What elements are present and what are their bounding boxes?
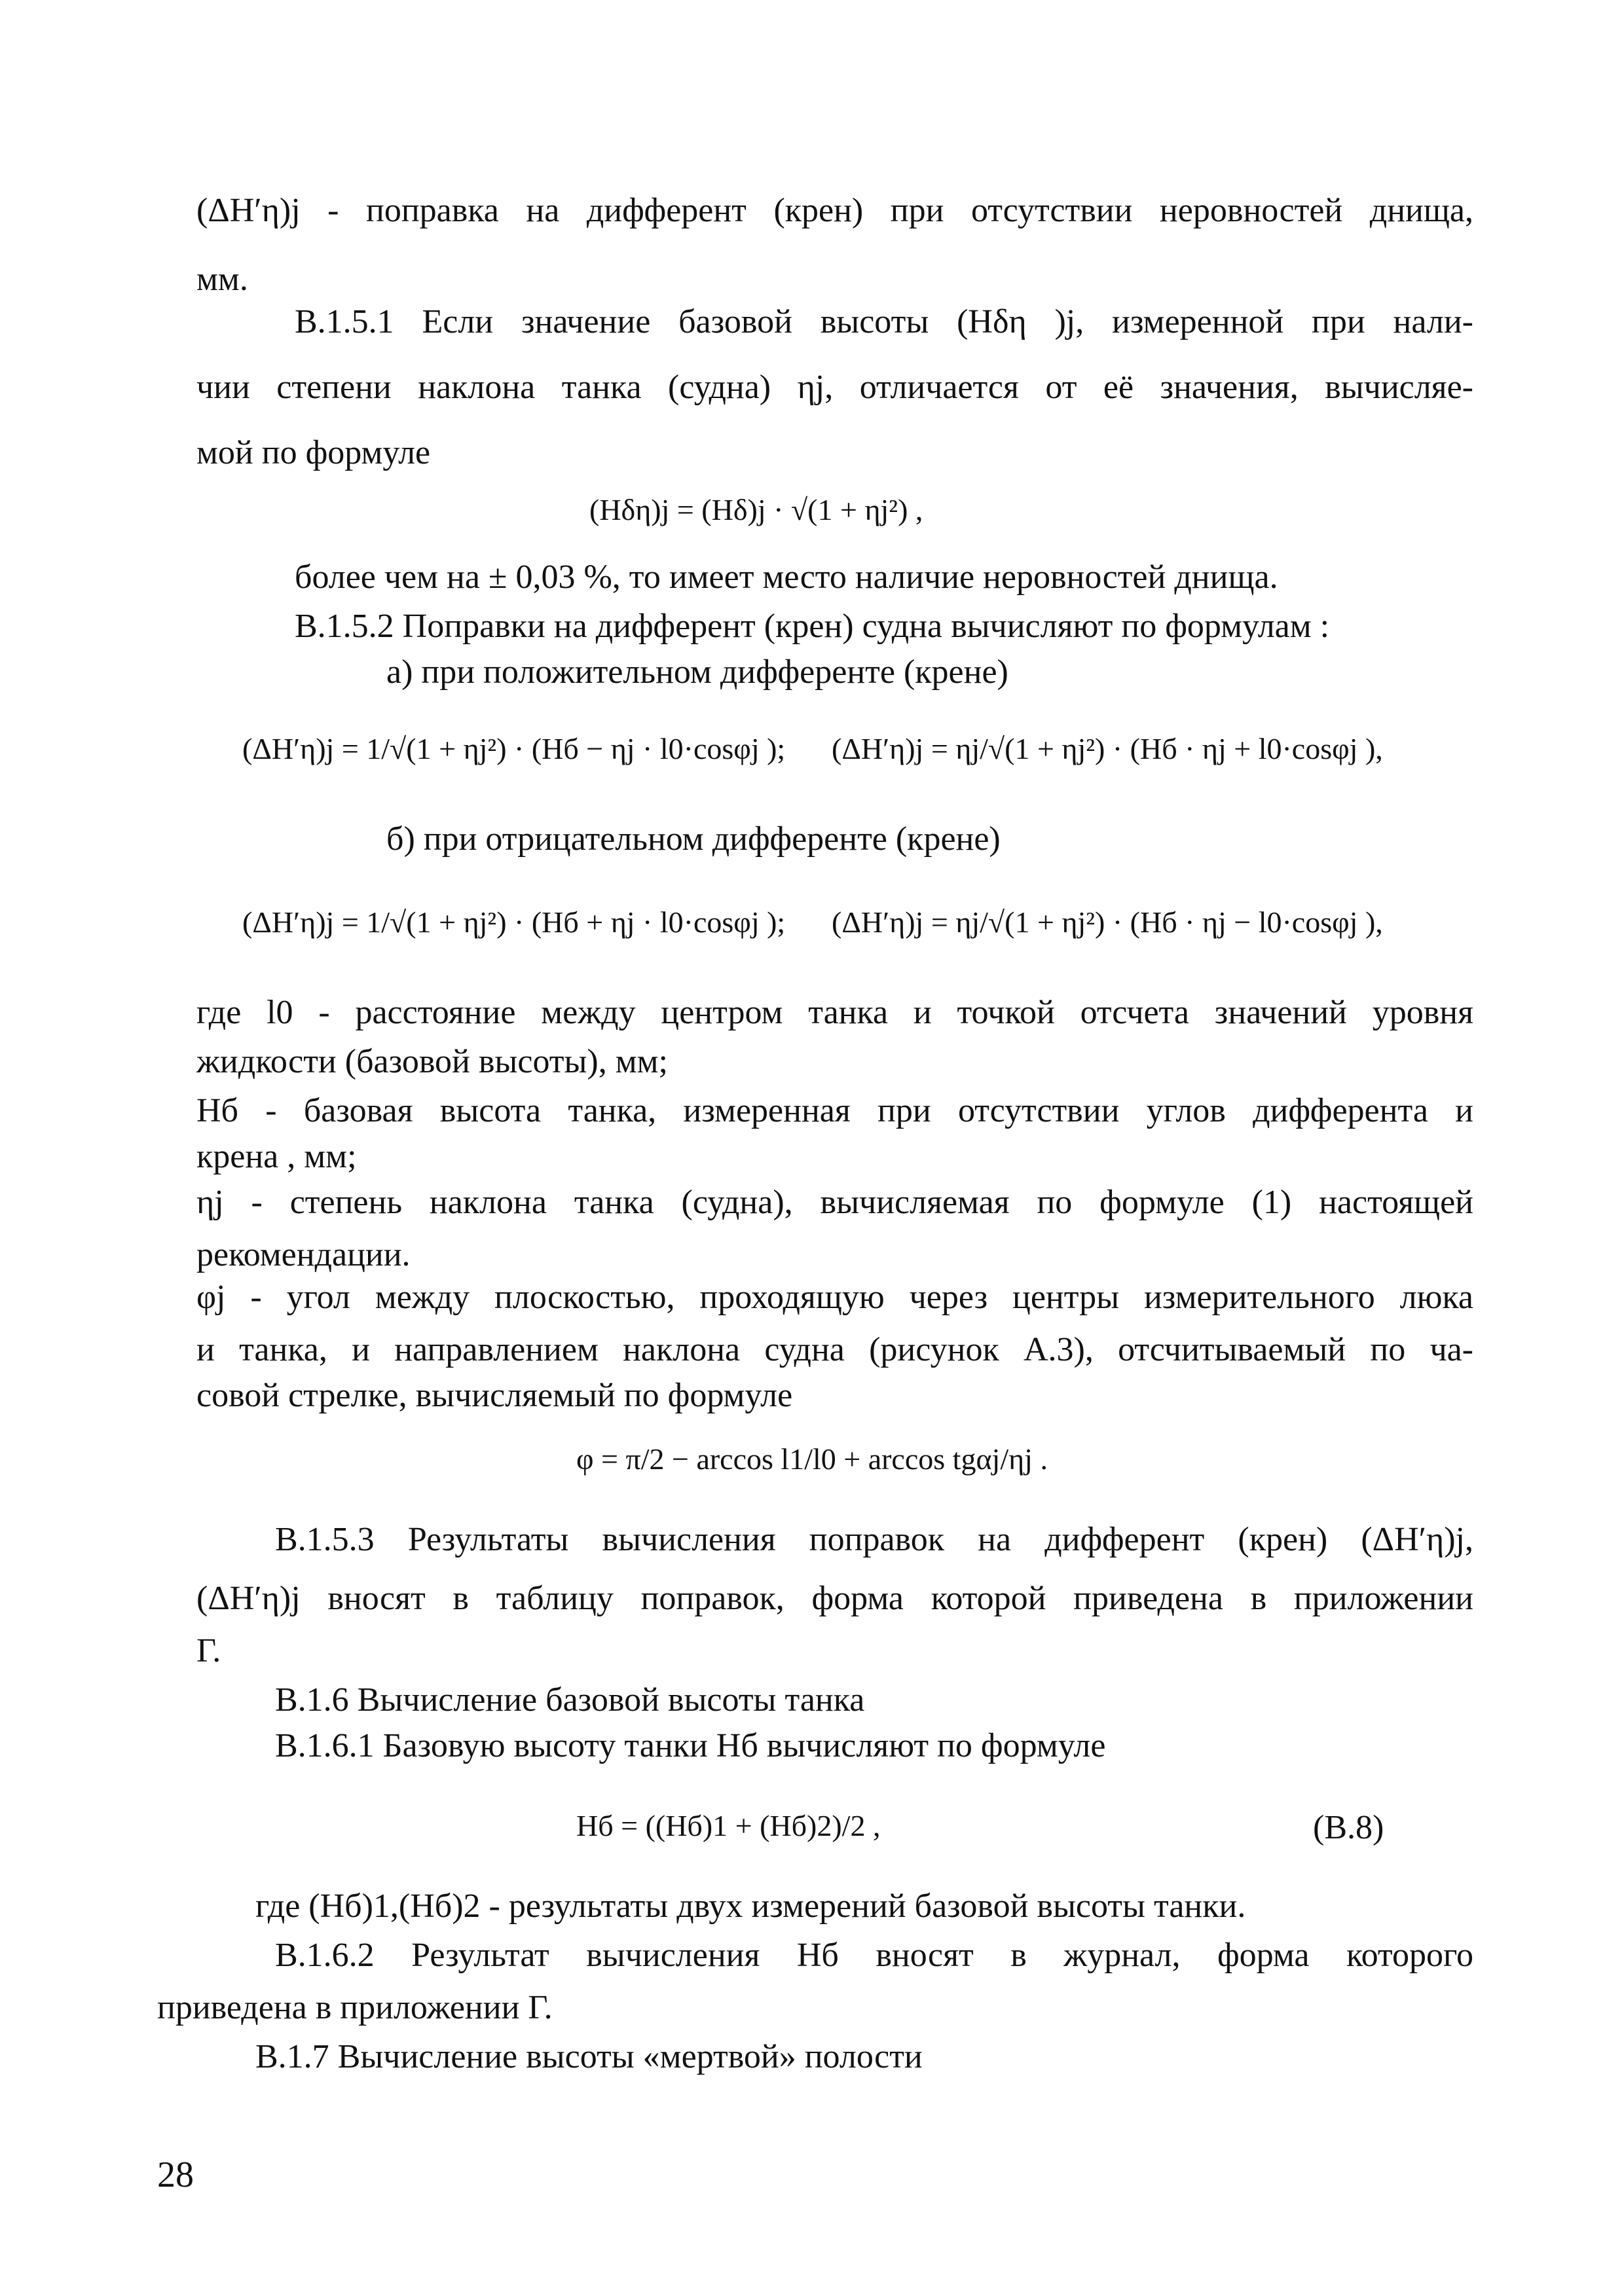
text-line: Нб - базовая высота танка, измеренная при отсутствии углов дифферента и xyxy=(196,1092,1473,1129)
text-line: где l0 - расстояние между центром танка и точкой отсчета значений уровня xyxy=(196,994,1473,1031)
paragraph-b161: В.1.6.1 Базовую высоту танки Hб вычисляют по формуле xyxy=(275,1727,1106,1764)
text-line: (ΔH′η)j вносят в таблицу поправок, форма которой приведена в приложении xyxy=(196,1580,1473,1617)
equation-b8: Hб = ((Hб)1 + (Hб)2)/2 , xyxy=(576,1809,881,1842)
text-line: жидкости (базовой высоты), мм; xyxy=(196,1043,669,1080)
equation-phi: φ = π/2 − arccos l1/l0 + arccos tgαj/ηj . xyxy=(576,1442,1048,1476)
text-line: где (Hб)1,(Hб)2 - результаты двух измерений базовой высоты танки. xyxy=(255,1887,1246,1925)
subheading-negative: б) при отрицательном дифференте (крене) xyxy=(386,820,1001,858)
text-line: и танка, и направлением наклона судна (рисунок А.3), отсчитываемый по ча- xyxy=(196,1331,1473,1368)
text-line: ηj - степень наклона танка (судна), вычисляемая по формуле (1) настоящей xyxy=(196,1184,1473,1221)
text-line: более чем на ± 0,03 %, то имеет место наличие неровностей днища. xyxy=(295,558,1278,596)
heading-b16: В.1.6 Вычисление базовой высоты танка xyxy=(275,1681,865,1719)
paragraph-b152: В.1.5.2 Поправки на дифферент (крен) судна вычисляют по формулам : xyxy=(295,608,1330,645)
text-line: (ΔH′η)j - поправка на дифферент (крен) при отсутствии неровностей днища, xyxy=(196,192,1473,229)
text-line: чии степени наклона танка (судна) ηj, отличается от её значения, вычисляе- xyxy=(196,369,1473,406)
text-line: совой стрелке, вычисляемый по формуле xyxy=(196,1377,793,1414)
subheading-positive: а) при положительном дифференте (крене) xyxy=(386,653,1008,691)
equation-negative-1: (ΔH′η)j = 1/√(1 + ηj²) · (Hб + ηj · l0·cosφj ); xyxy=(242,905,786,939)
paragraph-b151: В.1.5.1 Если значение базовой высоты (Hδη )j, измеренной при нали- xyxy=(295,303,1473,340)
equation-label: (В.8) xyxy=(1313,1809,1384,1846)
text-line: рекомендации. xyxy=(196,1236,411,1273)
paragraph-b162: В.1.6.2 Результат вычисления Hб вносят в журнал, форма которого xyxy=(275,1937,1473,1974)
equation-positive-1: (ΔH′η)j = 1/√(1 + ηj²) · (Hб − ηj · l0·cosφj ); xyxy=(242,732,786,765)
page-number: 28 xyxy=(157,2155,194,2195)
text-line: приведена в приложении Г. xyxy=(157,1989,553,2026)
text-line: φj - угол между плоскостью, проходящую через центры измерительного люка xyxy=(196,1279,1473,1316)
text-line: Г. xyxy=(196,1632,221,1669)
text-line: мм. xyxy=(196,261,248,298)
paragraph-b153: В.1.5.3 Результаты вычисления поправок на дифферент (крен) (ΔH′η)j, xyxy=(275,1521,1473,1558)
text-line: крена , мм; xyxy=(196,1138,357,1175)
equation-positive-2: (ΔH′η)j = ηj/√(1 + ηj²) · (Hб · ηj + l0·cosφj ), xyxy=(832,732,1383,765)
equation-base-height: (Hδη)j = (Hδ)j · √(1 + ηj²) , xyxy=(589,493,923,526)
heading-b17: В.1.7 Вычисление высоты «мертвой» полости xyxy=(255,2038,923,2075)
text-line: мой по формуле xyxy=(196,434,431,471)
equation-negative-2: (ΔH′η)j = ηj/√(1 + ηj²) · (Hб · ηj − l0·cosφj ), xyxy=(832,905,1383,939)
